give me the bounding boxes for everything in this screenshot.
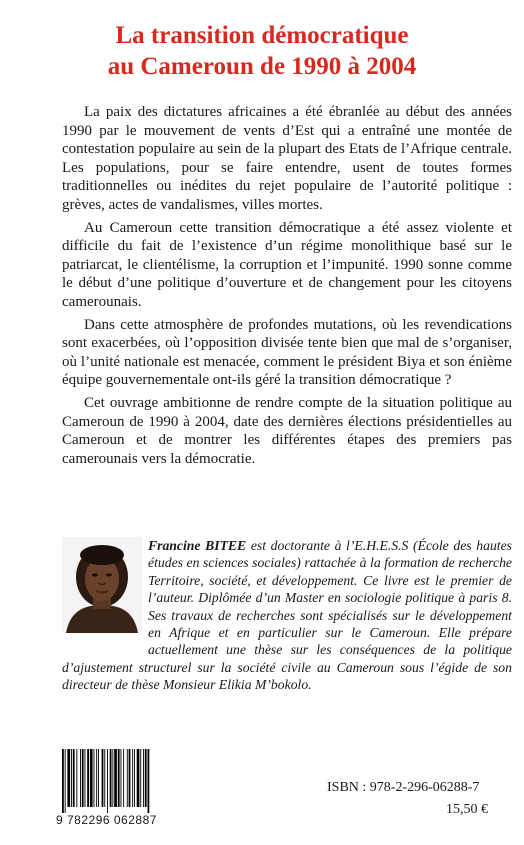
barcode-bar (102, 749, 104, 807)
barcode-bar (137, 749, 140, 807)
author-bio-text: est doctorante à l’E.H.E.S.S (École des hautes études en sciences sociales) rattachée à la formation de recherche Territoire, société, et développement. Ce livre est le premier de l’auteur. Diplômée d’un Master en sociologie politique à paris 8. Ses travaux de recherches sont spécialisés sur le développement en Afrique et en particulier sur le Cameroun. Elle prépare actuellement une thèse sur les conséquences de la politique d’ajustement structurel sur la société civile au Cameroun sous l’égide de son directeur de thèse Monsieur Elikia M’bokolo. (62, 538, 512, 693)
barcode-icon (60, 749, 180, 814)
barcode-bar (98, 749, 99, 807)
barcode-bar (145, 749, 147, 807)
barcode-bar (71, 749, 72, 807)
barcode-bar (114, 749, 117, 807)
summary-paragraph: Au Cameroun cette transition démocratique a été assez violente et difficile du fait de l’existence d’un régime monolithique basé sur le patriarcat, le clientélisme, la corruption et l’impunité. 1990 sonne comme le début d’une politique d’ouverture et de changement pour les citoyens camerounais. (62, 219, 512, 310)
barcode (56, 749, 180, 827)
barcode-bar (80, 749, 81, 807)
summary-paragraph: Dans cette atmosphère de profondes mutations, où les revendications sont exacerbées, où l’opposition divisée tente bien que mal de s’organiser, où l’unité nationale est menacée, comment le président Biya et son énième équipe gouvernementale ont-ils géré la transition démocratique ? (62, 316, 512, 389)
author-bio (62, 537, 512, 694)
barcode-bar (132, 749, 133, 807)
barcode-bar (110, 749, 112, 807)
summary-paragraph: La paix des dictatures africaines a été ébranlée au début des années 1990 par le mouvement de vents d’Est qui a entraîné une montée de contestation populaire au sein de la plupart des Etats de l’Afrique centrale. Les populations, pour se faire entendre, usent de toutes formes traditionnelles ou inédites du rejet populaire de l’autorité politique : grèves, actes de vandalismes, villes mortes. (62, 104, 512, 213)
barcode-bar (62, 749, 64, 813)
barcode-bar (121, 749, 122, 807)
barcode-bar (143, 749, 144, 807)
barcode-bar (129, 749, 131, 807)
barcode-bar (85, 749, 86, 807)
barcode-bar (112, 749, 113, 807)
summary-paragraph: Cet ouvrage ambitionne de rendre compte de la situation politique au Cameroun de 1990 à 2004, date des dernières élections présidentielles au Cameroun et de montrer les différentes étapes des premiers pas camerounais vers la démocratie. (62, 394, 512, 467)
barcode-bar (87, 749, 89, 807)
barcode-bar (94, 749, 95, 807)
barcode-number: 9 782296 062887 (56, 813, 157, 827)
barcode-bar (140, 749, 141, 807)
barcode-bar (118, 749, 120, 807)
barcode-bar (104, 749, 105, 807)
barcode-bar (90, 749, 93, 807)
isbn: ISBN : 978-2-296-06288-7 (327, 780, 480, 795)
barcode-bar (134, 749, 135, 807)
book-title-line-2: au Cameroun de 1990 à 2004 (107, 53, 417, 80)
book-title (0, 20, 524, 82)
book-summary (62, 103, 512, 472)
barcode-bar (82, 749, 84, 807)
barcode-bar (73, 749, 75, 807)
barcode-bar (148, 749, 150, 813)
price: 15,50 € (446, 802, 488, 817)
barcode-bar (96, 749, 97, 807)
barcode-bar (123, 749, 124, 807)
barcode-bar (67, 749, 70, 807)
barcode-bar (65, 749, 66, 813)
barcode-bar (76, 749, 77, 807)
author-name: Francine BITEE (148, 538, 247, 553)
book-title-line-1: La transition démocratique (115, 22, 409, 49)
barcode-bar (107, 749, 108, 813)
barcode-bar (127, 749, 128, 807)
